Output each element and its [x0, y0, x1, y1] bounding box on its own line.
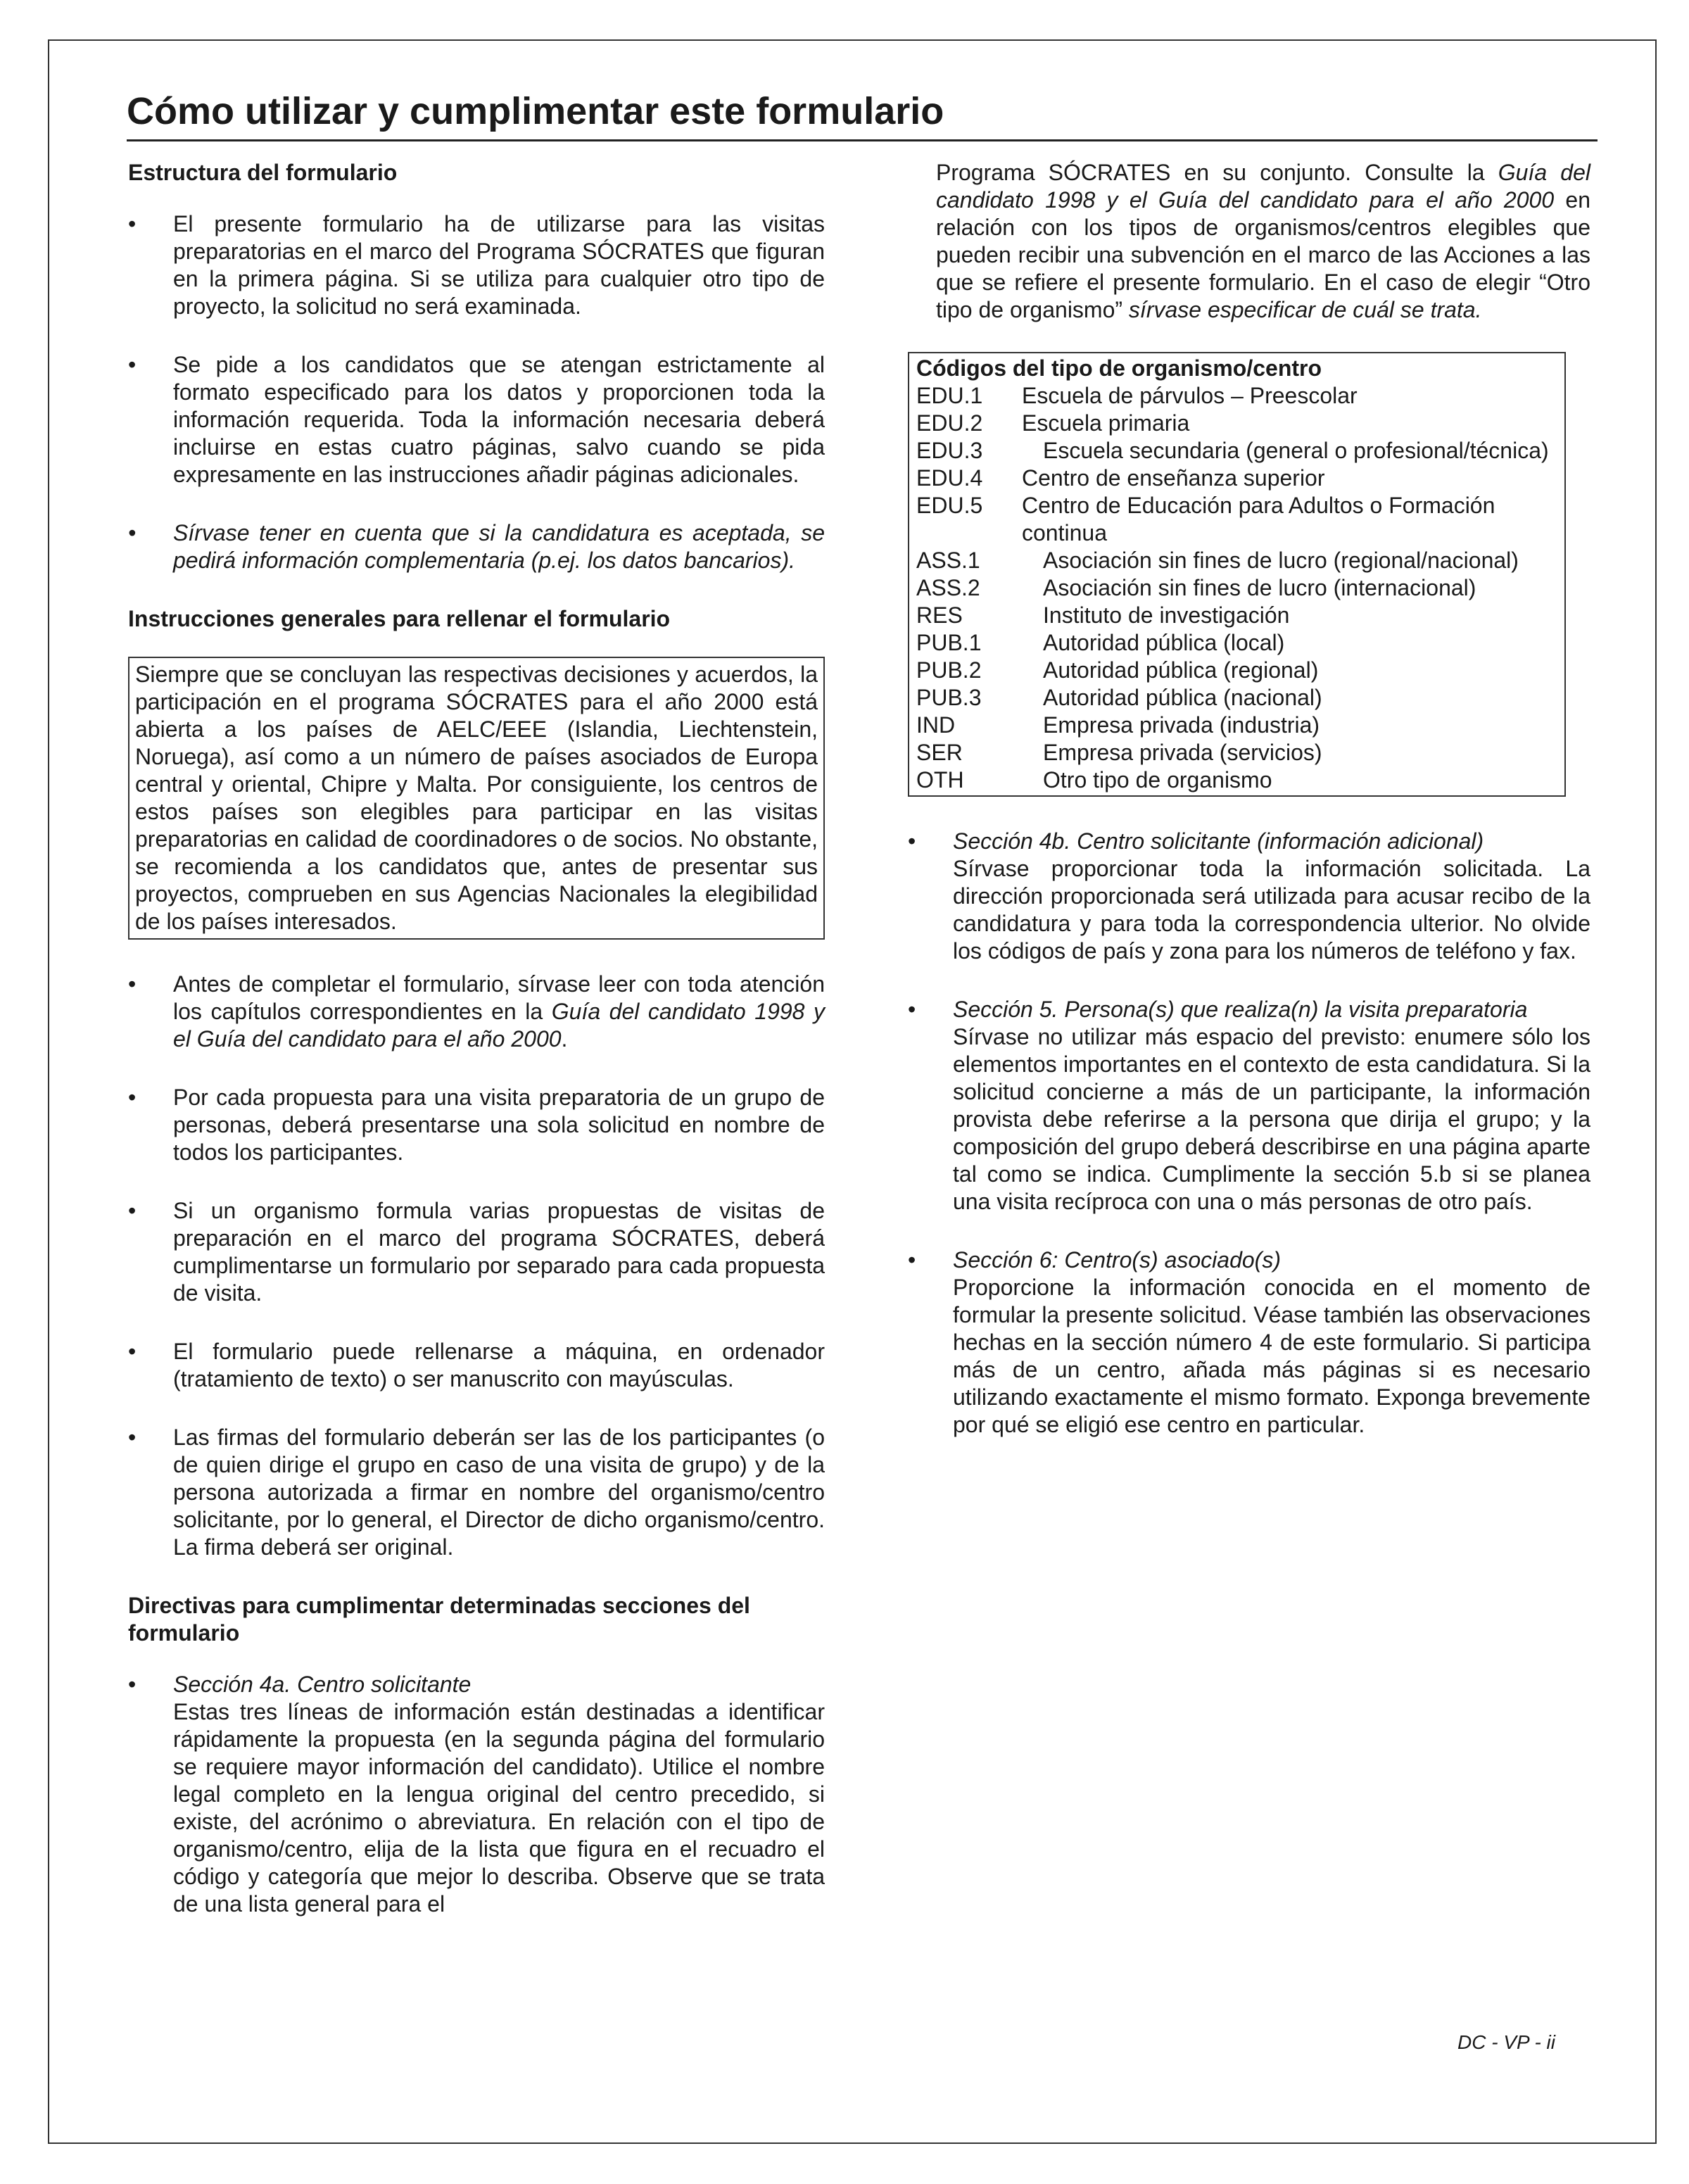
list-item — [128, 1671, 825, 1918]
text: Programa SÓCRATES en su conjunto. Consulte la — [936, 160, 1498, 185]
continued-text — [908, 159, 1590, 324]
code-cell: EDU.4 — [916, 465, 983, 491]
desc-cell: Centro de enseñanza superior — [1022, 465, 1325, 491]
heading-directivas: Directivas para cumplimentar determinadas secciones del formulario — [128, 1593, 750, 1646]
table-row — [916, 492, 1557, 547]
text: sírvase especificar de cuál se trata. — [1128, 297, 1482, 322]
table-row — [916, 657, 1557, 684]
left-column — [128, 159, 825, 1949]
list-item: • Las firmas del formulario deberán ser las de los participantes (o de quien dirige el grupo en caso de una visita de grupo) y de la persona autorizada a firmar en nombre del organismo/centro solicitante, por lo general, el Director de dicho organismo/centro. La firma deberá ser original. — [128, 1424, 825, 1561]
code-cell: EDU.3 — [916, 438, 983, 463]
table-row — [916, 437, 1557, 465]
section-text: Estas tres líneas de información están destinadas a identificar rápidamente la propuesta (en la segunda página del formulario se requiere mayor información del candidato). Utilice el nombre legal completo en la lengua original del centro precedido, si existe, del acrónimo o abreviatura. En relación con el tipo de organismo/centro, elija de la lista que figura en el recuadro el código y categoría que mejor lo describa. Observe que se trata de una lista general para el — [173, 1699, 825, 1917]
list-item — [128, 971, 825, 1053]
section-title: • Sección 6: Centro(s) asociado(s) — [953, 1247, 1281, 1273]
heading-estructura: Estructura del formulario — [128, 160, 398, 185]
table-row — [916, 574, 1557, 602]
codes-title: Códigos del tipo de organismo/centro — [916, 355, 1322, 381]
guide-reference: Guía del candidato 1998 y el Guía del candidato para el año 2000 — [936, 160, 1591, 213]
code-cell: PUB.3 — [916, 685, 982, 710]
list-item: • El presente formulario ha de utilizarse para las visitas preparatorias en el marco del Programa SÓCRATES que figuran en la primera página. Si se utiliza para cualquier otro tipo de proyecto, la solicitud no será examinada. — [128, 210, 825, 320]
code-cell: EDU.2 — [916, 410, 983, 436]
desc-cell: Autoridad pública (local) — [1043, 630, 1285, 655]
section-title: • Sección 4b. Centro solicitante (información adicional) — [953, 828, 1484, 854]
right-column — [908, 159, 1590, 1470]
text: . — [561, 1026, 568, 1052]
heading-instrucciones: Instrucciones generales para rellenar el formulario — [128, 606, 671, 631]
code-cell: ASS.2 — [916, 575, 980, 600]
section-text: Proporcione la información conocida en el momento de formular la presente solicitud. Véase también las observaciones hechas en la sección número 4 de este formulario. Si participa más de un centro, añada más páginas si es necesario utilizando exactamente el mismo formato. Exponga brevemente por qué se eligió ese centro en particular. — [953, 1275, 1590, 1437]
desc-cell: Empresa privada (industria) — [1043, 712, 1320, 738]
list-item: • El formulario puede rellenarse a máquina, en ordenador (tratamiento de texto) o ser manuscrito con mayúsculas. — [128, 1338, 825, 1393]
list-item — [908, 828, 1590, 965]
desc-cell: Empresa privada (servicios) — [1043, 740, 1322, 765]
table-row — [916, 602, 1557, 629]
code-cell: EDU.5 — [916, 493, 983, 518]
codes-table — [908, 352, 1566, 797]
text: Antes de completar el formulario, sírvase leer con toda atención los capítulos correspondientes en la — [173, 971, 825, 1024]
text: en relación con los tipos de organismos/centros elegibles que pueden recibir una subvención en el marco de las Acciones a las que se refiere el presente formulario. En el caso de elegir “Otro tipo de organismo” — [936, 187, 1591, 322]
code-cell: EDU.1 — [916, 383, 983, 408]
list-item: • Se pide a los candidatos que se atengan estrictamente al formato especificado para los datos y proporcionen toda la información requerida. Toda la información necesaria deberá incluirse en estas cuatro páginas, salvo cuando se pida expresamente en las instrucciones añadir páginas adicionales. — [128, 351, 825, 488]
table-row — [916, 382, 1557, 410]
table-row — [916, 410, 1557, 437]
list-item — [908, 1246, 1590, 1439]
desc-cell: Autoridad pública (nacional) — [1043, 685, 1322, 710]
list-item: • Si un organismo formula varias propuestas de visitas de preparación en el marco del programa SÓCRATES, deberá cumplimentarse un formulario por separado para cada propuesta de visita. — [128, 1197, 825, 1307]
code-cell: OTH — [916, 767, 964, 793]
table-row — [916, 547, 1557, 574]
table-row — [916, 712, 1557, 739]
desc-cell: Escuela primaria — [1022, 410, 1190, 436]
code-cell: PUB.2 — [916, 657, 982, 683]
table-row — [916, 465, 1557, 492]
code-cell: ASS.1 — [916, 548, 980, 573]
table-row — [916, 629, 1557, 657]
desc-cell: Asociación sin fines de lucro (internacional) — [1043, 575, 1476, 600]
section-text: Sírvase proporcionar toda la información solicitada. La dirección proporcionada será utilizada para acusar recibo de la candidatura y para toda la correspondencia ulterior. No olvide los códigos de país y zona para los números de teléfono y fax. — [953, 856, 1590, 964]
code-cell: PUB.1 — [916, 630, 982, 655]
table-row — [916, 766, 1557, 794]
code-cell: IND — [916, 712, 956, 738]
desc-cell: Instituto de investigación — [1043, 602, 1290, 628]
desc-cell: Centro de Educación para Adultos o Formación continua — [1022, 493, 1495, 545]
desc-cell: Escuela de párvulos – Preescolar — [1022, 383, 1358, 408]
page-title: Cómo utilizar y cumplimentar este formulario — [127, 83, 1598, 141]
table-row — [916, 684, 1557, 712]
code-cell: SER — [916, 740, 963, 765]
list-item: • Sírvase tener en cuenta que si la candidatura es aceptada, se pedirá información complementaria (p.ej. los datos bancarios). — [128, 519, 825, 574]
section-title: • Sección 4a. Centro solicitante — [173, 1672, 472, 1697]
eligibility-box: Siempre que se concluyan las respectivas decisiones y acuerdos, la participación en el programa SÓCRATES para el año 2000 está abierta a los países de AELC/EEE (Islandia, Liechtenstein, Noruega), así como a un número de países asociados de Europa central y oriental, Chipre y Malta. Por consiguiente, los centros de estos países son elegibles para participar en las visitas preparatorias en calidad de coordinadores o de socios. No obstante, se recomienda a los candidatos que, antes de presentar sus proyectos, comprueben en sus Agencias Nacionales la elegibilidad de los países interesados. — [128, 657, 825, 940]
sections-list — [908, 828, 1590, 1439]
instrucciones-list — [128, 971, 825, 1561]
list-item — [908, 996, 1590, 1216]
section-text: Sírvase no utilizar más espacio del previsto: enumere sólo los elementos importantes en el contexto de esta candidatura. Si la solicitud concierne a más de un participante, la información provista debe referirse a la persona que dirija el grupo; y la composición del grupo deberá describirse en una página aparte tal como se indica. Cumplimente la sección 5.b si se planea una visita recíproca con una o más personas de otro país. — [953, 1024, 1590, 1214]
code-cell: RES — [916, 602, 963, 628]
desc-cell: Autoridad pública (regional) — [1043, 657, 1319, 683]
desc-cell: Asociación sin fines de lucro (regional/nacional) — [1043, 548, 1519, 573]
table-row — [916, 739, 1557, 766]
page-footer: DC - VP - ii — [1457, 2031, 1555, 2053]
list-item: • Por cada propuesta para una visita preparatoria de un grupo de personas, deberá presentarse una sola solicitud en nombre de todos los participantes. — [128, 1084, 825, 1166]
guide-reference: Guía del candidato 1998 y el Guía del candidato para el año 2000 — [173, 999, 825, 1052]
desc-cell: Otro tipo de organismo — [1043, 767, 1272, 793]
directivas-list — [128, 1671, 825, 1918]
section-title: • Sección 5. Persona(s) que realiza(n) la visita preparatoria — [953, 997, 1528, 1022]
estructura-list — [128, 210, 825, 574]
desc-cell: Escuela secundaria (general o profesional/técnica) — [1043, 438, 1549, 463]
